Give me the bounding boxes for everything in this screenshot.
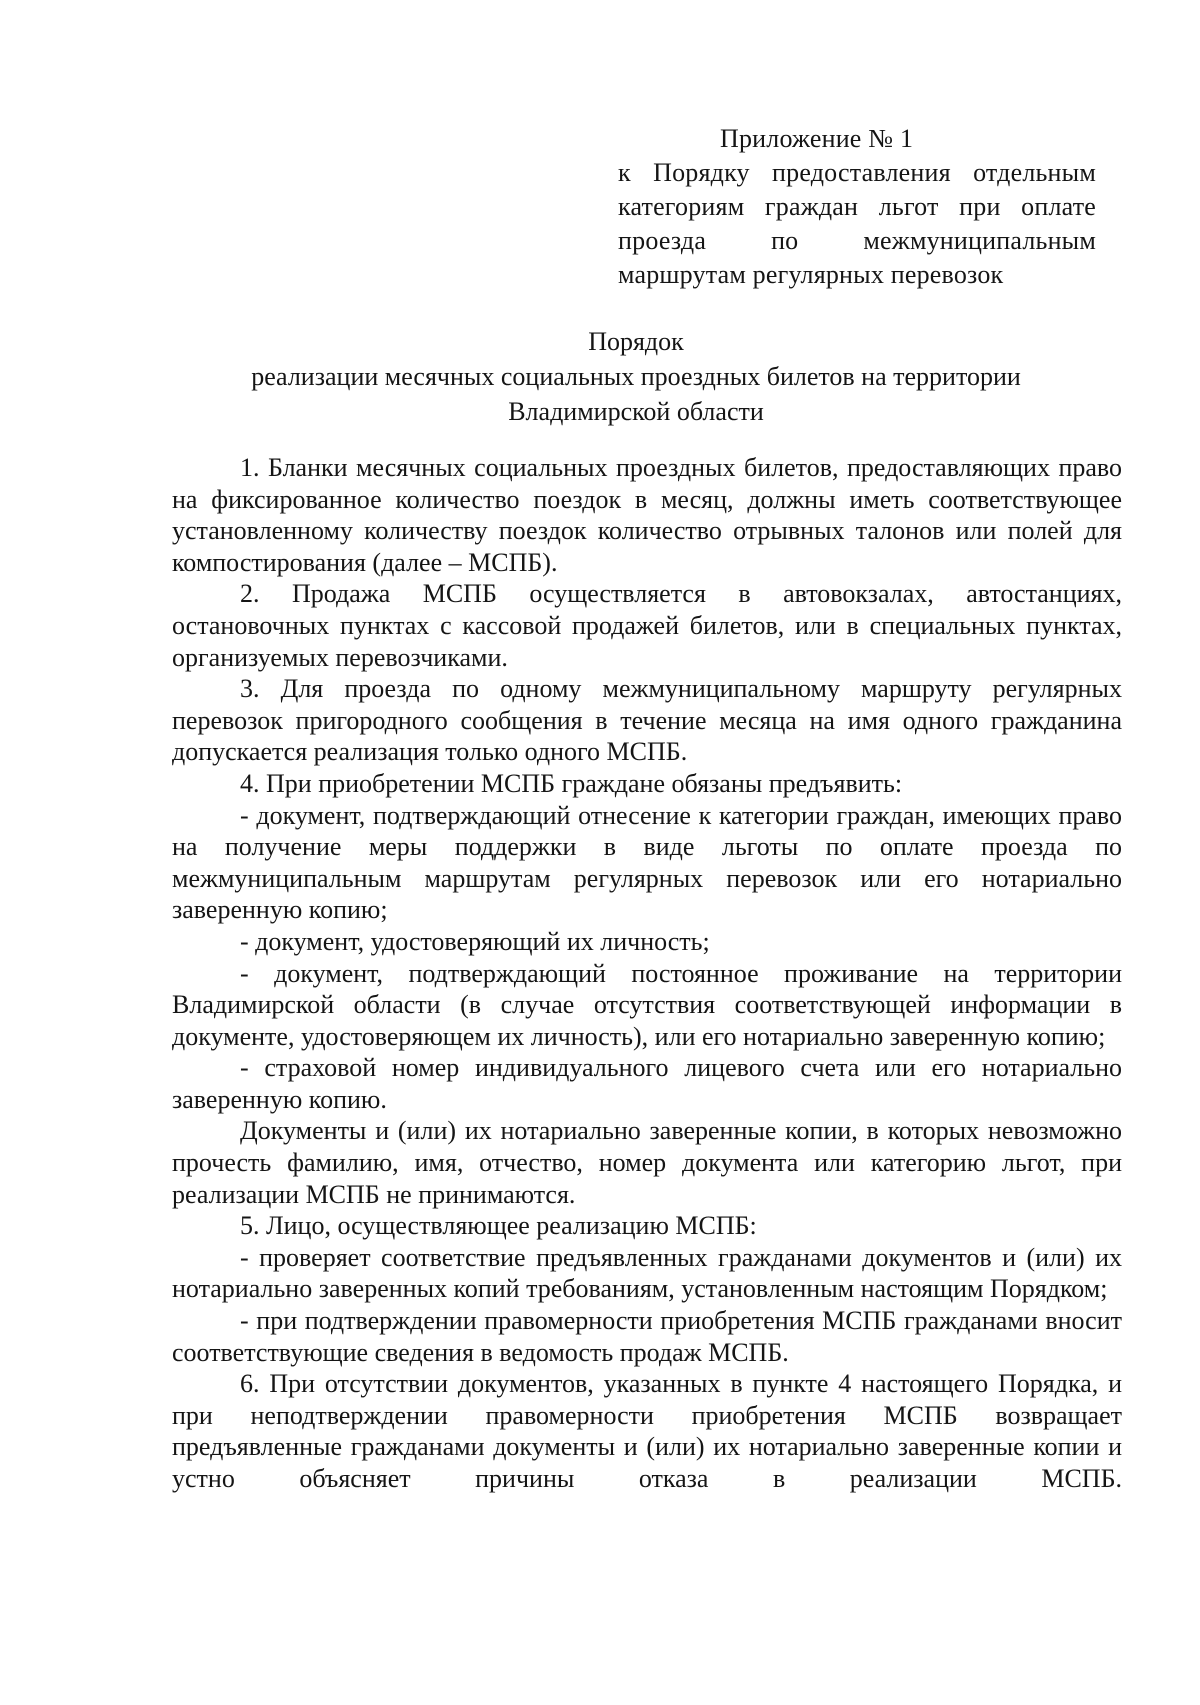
document-subtitle-line2: Владимирской области [508,397,764,426]
paragraph-4-item-1: - документ, подтверждающий отнесение к категории граждан, имеющих право на получение меры поддержки в виде льготы по оплате проезда по межмуниципальным маршрутам регулярных перевозок или его нотариально заверенную копию; [172,800,1122,925]
paragraph-1: 1. Бланки месячных социальных проездных билетов, предоставляющих право на фиксированное количество поездок в месяц, должны иметь соответствующее установленному количеству поездок количество отрывных талонов или полей для компостирования (далее – МСПБ). [172,453,1122,577]
appendix-reference: к Порядку предоставления отдельным категориям граждан льгот при оплате проезда по межмуниципальным маршрутам регулярных перевозок [618,158,1096,289]
appendix-title: Приложение № 1 [720,124,914,153]
paragraph-5-item-1: - проверяет соответствие предъявленных гражданами документов и (или) их нотариально заверенных копий требованиям, установленным настоящим Порядком; [172,1242,1122,1304]
paragraph-4-item-2: - документ, удостоверяющий их личность; [240,926,710,956]
paragraph-2: 2. Продажа МСПБ осуществляется в автовокзалах, автостанциях, остановочных пунктах с кассовой продажей билетов, или в специальных пунктах, организуемых перевозчиками. [172,579,1122,672]
document-title: Порядок [588,327,684,356]
appendix-block [618,122,1096,292]
document-body [172,452,1122,1495]
paragraph-5: 5. Лицо, осуществляющее реализацию МСПБ: [240,1211,757,1241]
document-subtitle-line1: реализации месячных социальных проездных билетов на территории [251,362,1021,391]
paragraph-5-item-2: - при подтверждении правомерности приобретения МСПБ гражданами вносит соответствующие сведения в ведомость продаж МСПБ. [172,1306,1122,1367]
paragraph-6: 6. При отсутствии документов, указанных в пункте 4 настоящего Порядка, и при неподтверждении правомерности приобретения МСПБ возвращает предъявленные гражданами документы и (или) их нотариально заверенные копии и устно объясняет причины отказа в реализации МСПБ. [172,1369,1122,1493]
paragraph-4-item-3: - документ, подтверждающий постоянное проживание на территории Владимирской области (в случае отсутствия соответствующей информации в документе, удостоверяющем их личность), или его нотариально заверенную копию; [172,958,1122,1051]
paragraph-4-note: Документы и (или) их нотариально заверенные копии, в которых невозможно прочесть фамилию, имя, отчество, номер документа или категорию льгот, при реализации МСПБ не принимаются. [172,1116,1122,1209]
paragraph-4: 4. При приобретении МСПБ граждане обязаны предъявить: [240,768,903,798]
document-heading [150,324,1122,429]
paragraph-3: 3. Для проезда по одному межмуниципальному маршруту регулярных перевозок пригородного сообщения в течение месяца на имя одного гражданина допускается реализация только одного МСПБ. [172,674,1122,767]
paragraph-4-item-4: - страховой номер индивидуального лицевого счета или его нотариально заверенную копию. [172,1053,1122,1114]
